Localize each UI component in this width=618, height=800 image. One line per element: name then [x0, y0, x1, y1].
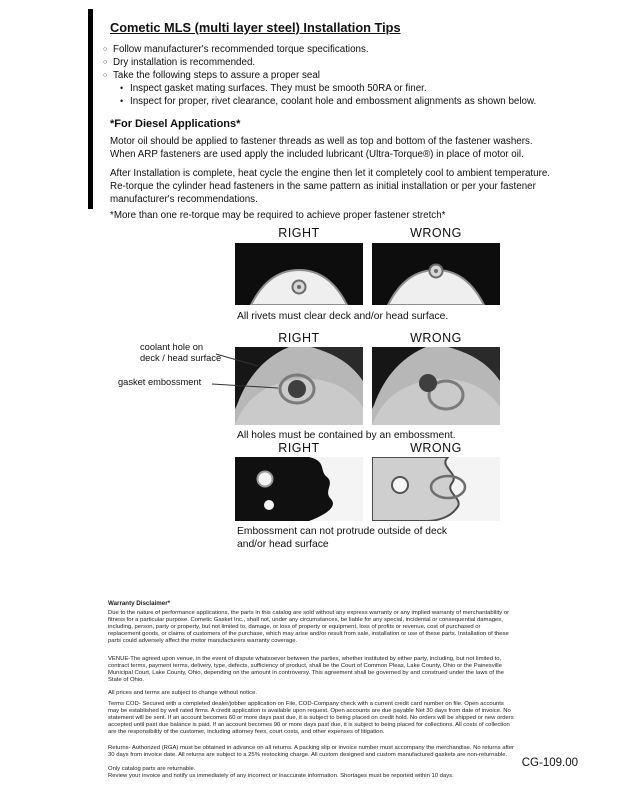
- deck-edge-shape: [372, 457, 459, 521]
- coolant-hole-label: coolant hole on deck / head surface: [140, 342, 222, 363]
- tip-item: [103, 43, 573, 56]
- warranty-disclaimer-heading: Warranty Disclaimer*: [108, 600, 171, 607]
- tip-text: Inspect gasket mating surfaces. They must be smooth 50RA or finer.: [130, 83, 427, 94]
- rivet-center-icon: [297, 285, 301, 289]
- embossment-leader-line: [212, 384, 278, 388]
- rivets-wrong-label: WRONG: [410, 226, 462, 240]
- page-edge-mark: [88, 9, 93, 209]
- circle-bullet-icon: ○: [103, 72, 108, 79]
- circle-bullet-icon: ○: [103, 59, 108, 66]
- tip-subitem: [120, 95, 573, 108]
- dot-bullet-icon: •: [120, 96, 124, 106]
- returns-paragraph: Returns- Authorized (RGA) must be obtained in advance on all returns. A packing slip or invoice number must accompany the merchandise. No returns after 30 days from invoice date. All returns are subject to a 25% restocking charge. All custom designed and custom manufactured gaskets are non-returnable.: [108, 745, 515, 758]
- embossed-hole: [264, 500, 274, 510]
- tip-text: Take the following steps to assure a proper seal: [113, 70, 320, 81]
- retorque-note: *More than one re-torque may be required to achieve proper fastener stretch*: [110, 210, 446, 221]
- prices-line: All prices and terms are subject to change without notice.: [108, 690, 257, 696]
- label-leader-lines: [196, 346, 280, 396]
- coolant-hole: [419, 374, 437, 392]
- coolant-hole: [288, 380, 306, 398]
- embossment-wrong-diagram: [372, 457, 500, 521]
- rivets-right-label: RIGHT: [278, 226, 320, 240]
- tip-text: Inspect for proper, rivet clearance, coolant hole and embossment alignments as shown below.: [130, 96, 537, 107]
- embossment-caption: Embossment can not protrude outside of deck and/or head surface: [237, 526, 448, 550]
- holes-right-label: RIGHT: [278, 331, 320, 345]
- embossed-hole: [392, 477, 408, 493]
- tip-item: [103, 69, 573, 82]
- terms-paragraph: Terms COD- Secured with a completed dealer/jobber application on File, COD-Company check with a current credit card number on file. Open accounts may be established by well rated firms. A credit application is available upon request. Open accounts are due payable Net 30 days from date of invoice. No statement will be sent. If an account becomes 60 or more days past due, it is subject to being placed on credit hold. No orders will be shipped or new orders accepted until past due balance is paid. If an account becomes 90 or more days past due, it is subject to being placed for collections. All costs of collection are the responsibility of the customer, including attorney fees, court costs, and other expenses of litigation.: [108, 701, 514, 735]
- diesel-paragraph-1: Motor oil should be applied to fastener threads as well as top and bottom of the fastener washers. When ARP fasteners are used apply the included lubricant (Ultra-Torque®) in place of motor oil.: [110, 136, 533, 160]
- rivet-wrong-diagram: [372, 243, 500, 305]
- diesel-paragraph-2: After Installation is complete, heat cycle the engine then let it completely cool to ambient temperature. Re-torque the cylinder head fasteners in the same pattern as initial installation or per your fastener manufacturer's recommendations.: [110, 168, 551, 205]
- only-returnable-line: Only catalog parts are returnable.: [108, 766, 196, 772]
- circle-bullet-icon: ○: [103, 46, 108, 53]
- tip-item: [103, 56, 573, 69]
- coolant-wrong-diagram: [372, 347, 500, 425]
- document-number: CG-109.00: [521, 757, 578, 769]
- holes-caption: All holes must be contained by an embossment.: [237, 430, 456, 441]
- tip-subitem: [120, 82, 573, 95]
- rivet-center-icon: [434, 269, 438, 273]
- gasket-embossment-label: gasket embossment: [118, 377, 202, 387]
- tip-text: Dry installation is recommended.: [113, 57, 256, 68]
- tip-text: Follow manufacturer's recommended torque specifications.: [113, 44, 369, 55]
- diesel-applications-heading: *For Diesel Applications*: [110, 118, 241, 130]
- review-invoice-line: Review your invoice and notify us immediately of any incorrect or inaccurate information. Shortages must be reported within 10 days.: [108, 773, 454, 779]
- installation-tips-list: [103, 43, 573, 108]
- holes-wrong-label: WRONG: [410, 331, 462, 345]
- rivet-right-diagram: [235, 243, 363, 305]
- coolant-leader-line: [216, 354, 258, 366]
- embossment-wrong-label: WRONG: [410, 441, 462, 455]
- embossment-right-label: RIGHT: [278, 441, 320, 455]
- rivets-caption: All rivets must clear deck and/or head surface.: [237, 311, 449, 322]
- deck-edge-shape: [235, 457, 333, 521]
- page-title: Cometic MLS (multi layer steel) Installation Tips: [110, 20, 401, 35]
- embossed-hole: [258, 472, 273, 487]
- dot-bullet-icon: •: [120, 83, 124, 93]
- warranty-paragraph: Due to the nature of performance applications, the parts in this catalog are sold without any express warranty or any implied warranty of merchantability or fitness for a particular purpose. Cometic Gasket Inc., shall not, under any circumstances, be liable for any special, incidental or consequential damages, including, person, party or property, but not limited to, damage, or loss of property or equipment, loss of profits or revenue, cost of purchased or replacement goods, or claims of customers of the purchase, which may arise and/or result from sale, installation or use of these parts. Installation of these parts could adversely affect the motor manufacturers warranty coverage.: [108, 610, 510, 644]
- embossment-right-diagram: [235, 457, 363, 521]
- venue-paragraph: VENUE-The agreed upon venue, in the event of dispute whatsoever between the parties, whether instituted by either party, including, but not limited to, contract terms, payment terms, delivery, type, defects, sufficiency of product, shall be the Court of Common Pleas, Lake County, Ohio or the Painesville Municipal Court, Lake County, Ohio, depending on the amount in controversy. This agreement shall be governed by and construed under the laws of the State of Ohio.: [108, 656, 504, 683]
